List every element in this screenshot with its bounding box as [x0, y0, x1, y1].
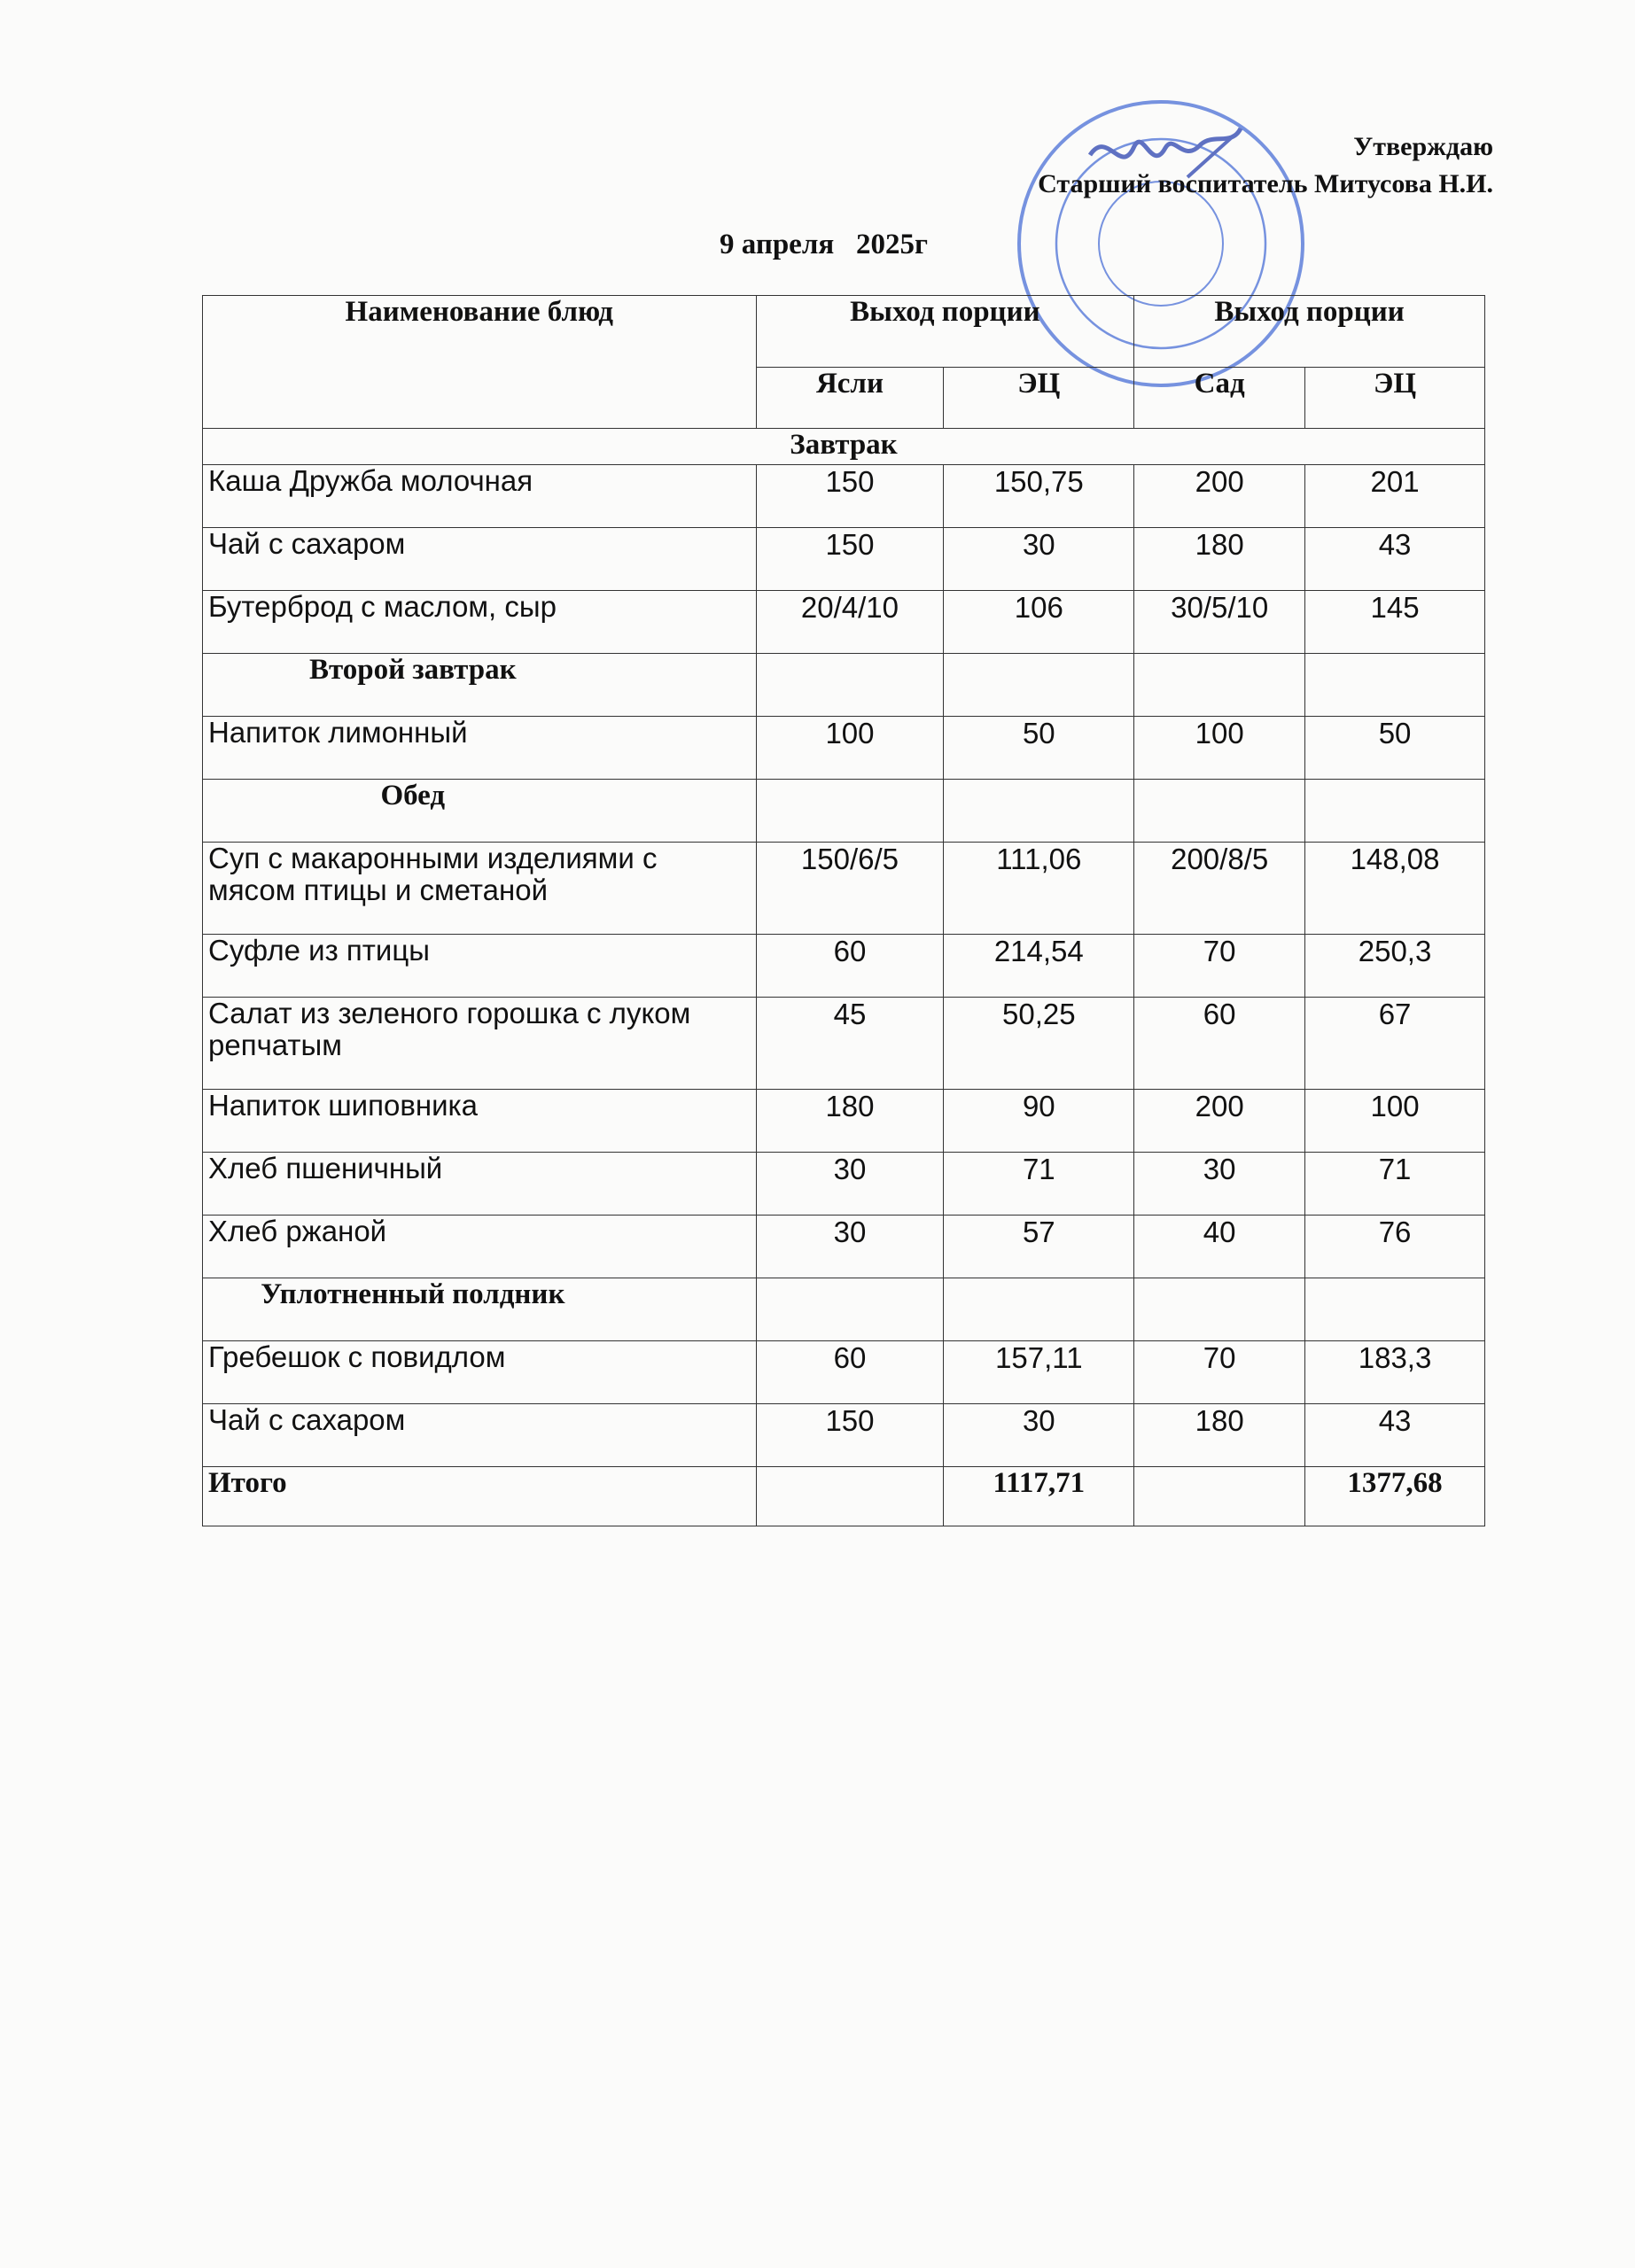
cell-value: 60 — [1134, 998, 1305, 1090]
dish-name: Каша Дружба молочная — [203, 465, 757, 528]
cell-value: 60 — [756, 935, 944, 998]
cell-value: 50,25 — [944, 998, 1134, 1090]
subheader-energy-1: ЭЦ — [944, 368, 1134, 429]
empty-cell — [1134, 1278, 1305, 1341]
cell-value: 214,54 — [944, 935, 1134, 998]
empty-cell — [756, 654, 944, 717]
cell-value: 30 — [944, 1404, 1134, 1467]
section-name: Обед — [203, 780, 757, 843]
section-row — [203, 429, 1485, 465]
cell-value: 50 — [1305, 717, 1485, 780]
empty-cell — [756, 1278, 944, 1341]
cell-value: 30 — [1134, 1153, 1305, 1216]
cell-value: 67 — [1305, 998, 1485, 1090]
cell-value: 30 — [944, 528, 1134, 591]
cell-value: 200/8/5 — [1134, 843, 1305, 935]
dish-name: Напиток лимонный — [203, 717, 757, 780]
table-row — [203, 591, 1485, 654]
approval-block — [1038, 128, 1493, 203]
section-row — [203, 654, 1485, 717]
cell-value: 100 — [756, 717, 944, 780]
dish-name: Хлеб ржаной — [203, 1216, 757, 1278]
cell-value: 90 — [944, 1090, 1134, 1153]
cell-value: 76 — [1305, 1216, 1485, 1278]
cell-value: 30/5/10 — [1134, 591, 1305, 654]
dish-name: Чай с сахаром — [203, 1404, 757, 1467]
table-row — [203, 528, 1485, 591]
section-name: Уплотненный полдник — [203, 1278, 757, 1341]
total-label: Итого — [203, 1467, 757, 1526]
dish-name: Чай с сахаром — [203, 528, 757, 591]
dish-name: Напиток шиповника — [203, 1090, 757, 1153]
cell-value: 180 — [756, 1090, 944, 1153]
table-row — [203, 843, 1485, 935]
cell-value: 20/4/10 — [756, 591, 944, 654]
approval-title: Утверждаю — [1353, 132, 1493, 161]
total-value — [756, 1467, 944, 1526]
table-row — [203, 1216, 1485, 1278]
cell-value: 100 — [1305, 1090, 1485, 1153]
table-row — [203, 935, 1485, 998]
empty-cell — [1305, 780, 1485, 843]
cell-value: 150 — [756, 1404, 944, 1467]
header-portion-nursery: Выход порции — [756, 296, 1134, 368]
cell-value: 150,75 — [944, 465, 1134, 528]
dish-name: Салат из зеленого горошка с луком репчатым — [203, 998, 757, 1090]
cell-value: 180 — [1134, 528, 1305, 591]
cell-value: 57 — [944, 1216, 1134, 1278]
empty-cell — [1305, 654, 1485, 717]
table-row — [203, 1404, 1485, 1467]
dish-name: Хлеб пшеничный — [203, 1153, 757, 1216]
empty-cell — [944, 1278, 1134, 1341]
cell-value: 157,11 — [944, 1341, 1134, 1404]
cell-value: 71 — [944, 1153, 1134, 1216]
section-row — [203, 1278, 1485, 1341]
cell-value: 71 — [1305, 1153, 1485, 1216]
cell-value: 43 — [1305, 528, 1485, 591]
table-row — [203, 1153, 1485, 1216]
empty-cell — [944, 780, 1134, 843]
header-row — [203, 296, 1485, 368]
section-row — [203, 780, 1485, 843]
subheader-garden: Сад — [1134, 368, 1305, 429]
empty-cell — [1134, 780, 1305, 843]
cell-value: 106 — [944, 591, 1134, 654]
subheader-nursery: Ясли — [756, 368, 944, 429]
cell-value: 50 — [944, 717, 1134, 780]
cell-value: 145 — [1305, 591, 1485, 654]
dish-name: Суп с макаронными изделиями с мясом птицы и сметаной — [203, 843, 757, 935]
cell-value: 30 — [756, 1153, 944, 1216]
dish-name: Гребешок с повидлом — [203, 1341, 757, 1404]
cell-value: 70 — [1134, 935, 1305, 998]
cell-value: 150 — [756, 465, 944, 528]
cell-value: 201 — [1305, 465, 1485, 528]
section-name: Завтрак — [203, 429, 1485, 465]
total-value — [1134, 1467, 1305, 1526]
table-row — [203, 717, 1485, 780]
header-portion-garden: Выход порции — [1134, 296, 1485, 368]
section-name: Второй завтрак — [203, 654, 757, 717]
cell-value: 40 — [1134, 1216, 1305, 1278]
table-row — [203, 465, 1485, 528]
total-row — [203, 1467, 1485, 1526]
approval-signatory: Старший воспитатель Митусова Н.И. — [1038, 169, 1493, 198]
cell-value: 250,3 — [1305, 935, 1485, 998]
cell-value: 30 — [756, 1216, 944, 1278]
empty-cell — [1134, 654, 1305, 717]
cell-value: 100 — [1134, 717, 1305, 780]
cell-value: 45 — [756, 998, 944, 1090]
cell-value: 200 — [1134, 465, 1305, 528]
table-row — [203, 1341, 1485, 1404]
cell-value: 70 — [1134, 1341, 1305, 1404]
dish-name: Суфле из птицы — [203, 935, 757, 998]
table-row — [203, 1090, 1485, 1153]
cell-value: 200 — [1134, 1090, 1305, 1153]
cell-value: 150 — [756, 528, 944, 591]
cell-value: 150/6/5 — [756, 843, 944, 935]
cell-value: 60 — [756, 1341, 944, 1404]
cell-value: 183,3 — [1305, 1341, 1485, 1404]
dish-name: Бутерброд с маслом, сыр — [203, 591, 757, 654]
empty-cell — [944, 654, 1134, 717]
menu-date: 9 апреля 2025г — [720, 229, 928, 260]
header-dish-name: Наименование блюд — [203, 296, 757, 429]
table-row — [203, 998, 1485, 1090]
cell-value: 111,06 — [944, 843, 1134, 935]
cell-value: 148,08 — [1305, 843, 1485, 935]
cell-value: 43 — [1305, 1404, 1485, 1467]
total-value: 1377,68 — [1305, 1467, 1485, 1526]
subheader-energy-2: ЭЦ — [1305, 368, 1485, 429]
cell-value: 180 — [1134, 1404, 1305, 1467]
total-value: 1117,71 — [944, 1467, 1134, 1526]
empty-cell — [1305, 1278, 1485, 1341]
menu-table — [202, 295, 1485, 1526]
empty-cell — [756, 780, 944, 843]
